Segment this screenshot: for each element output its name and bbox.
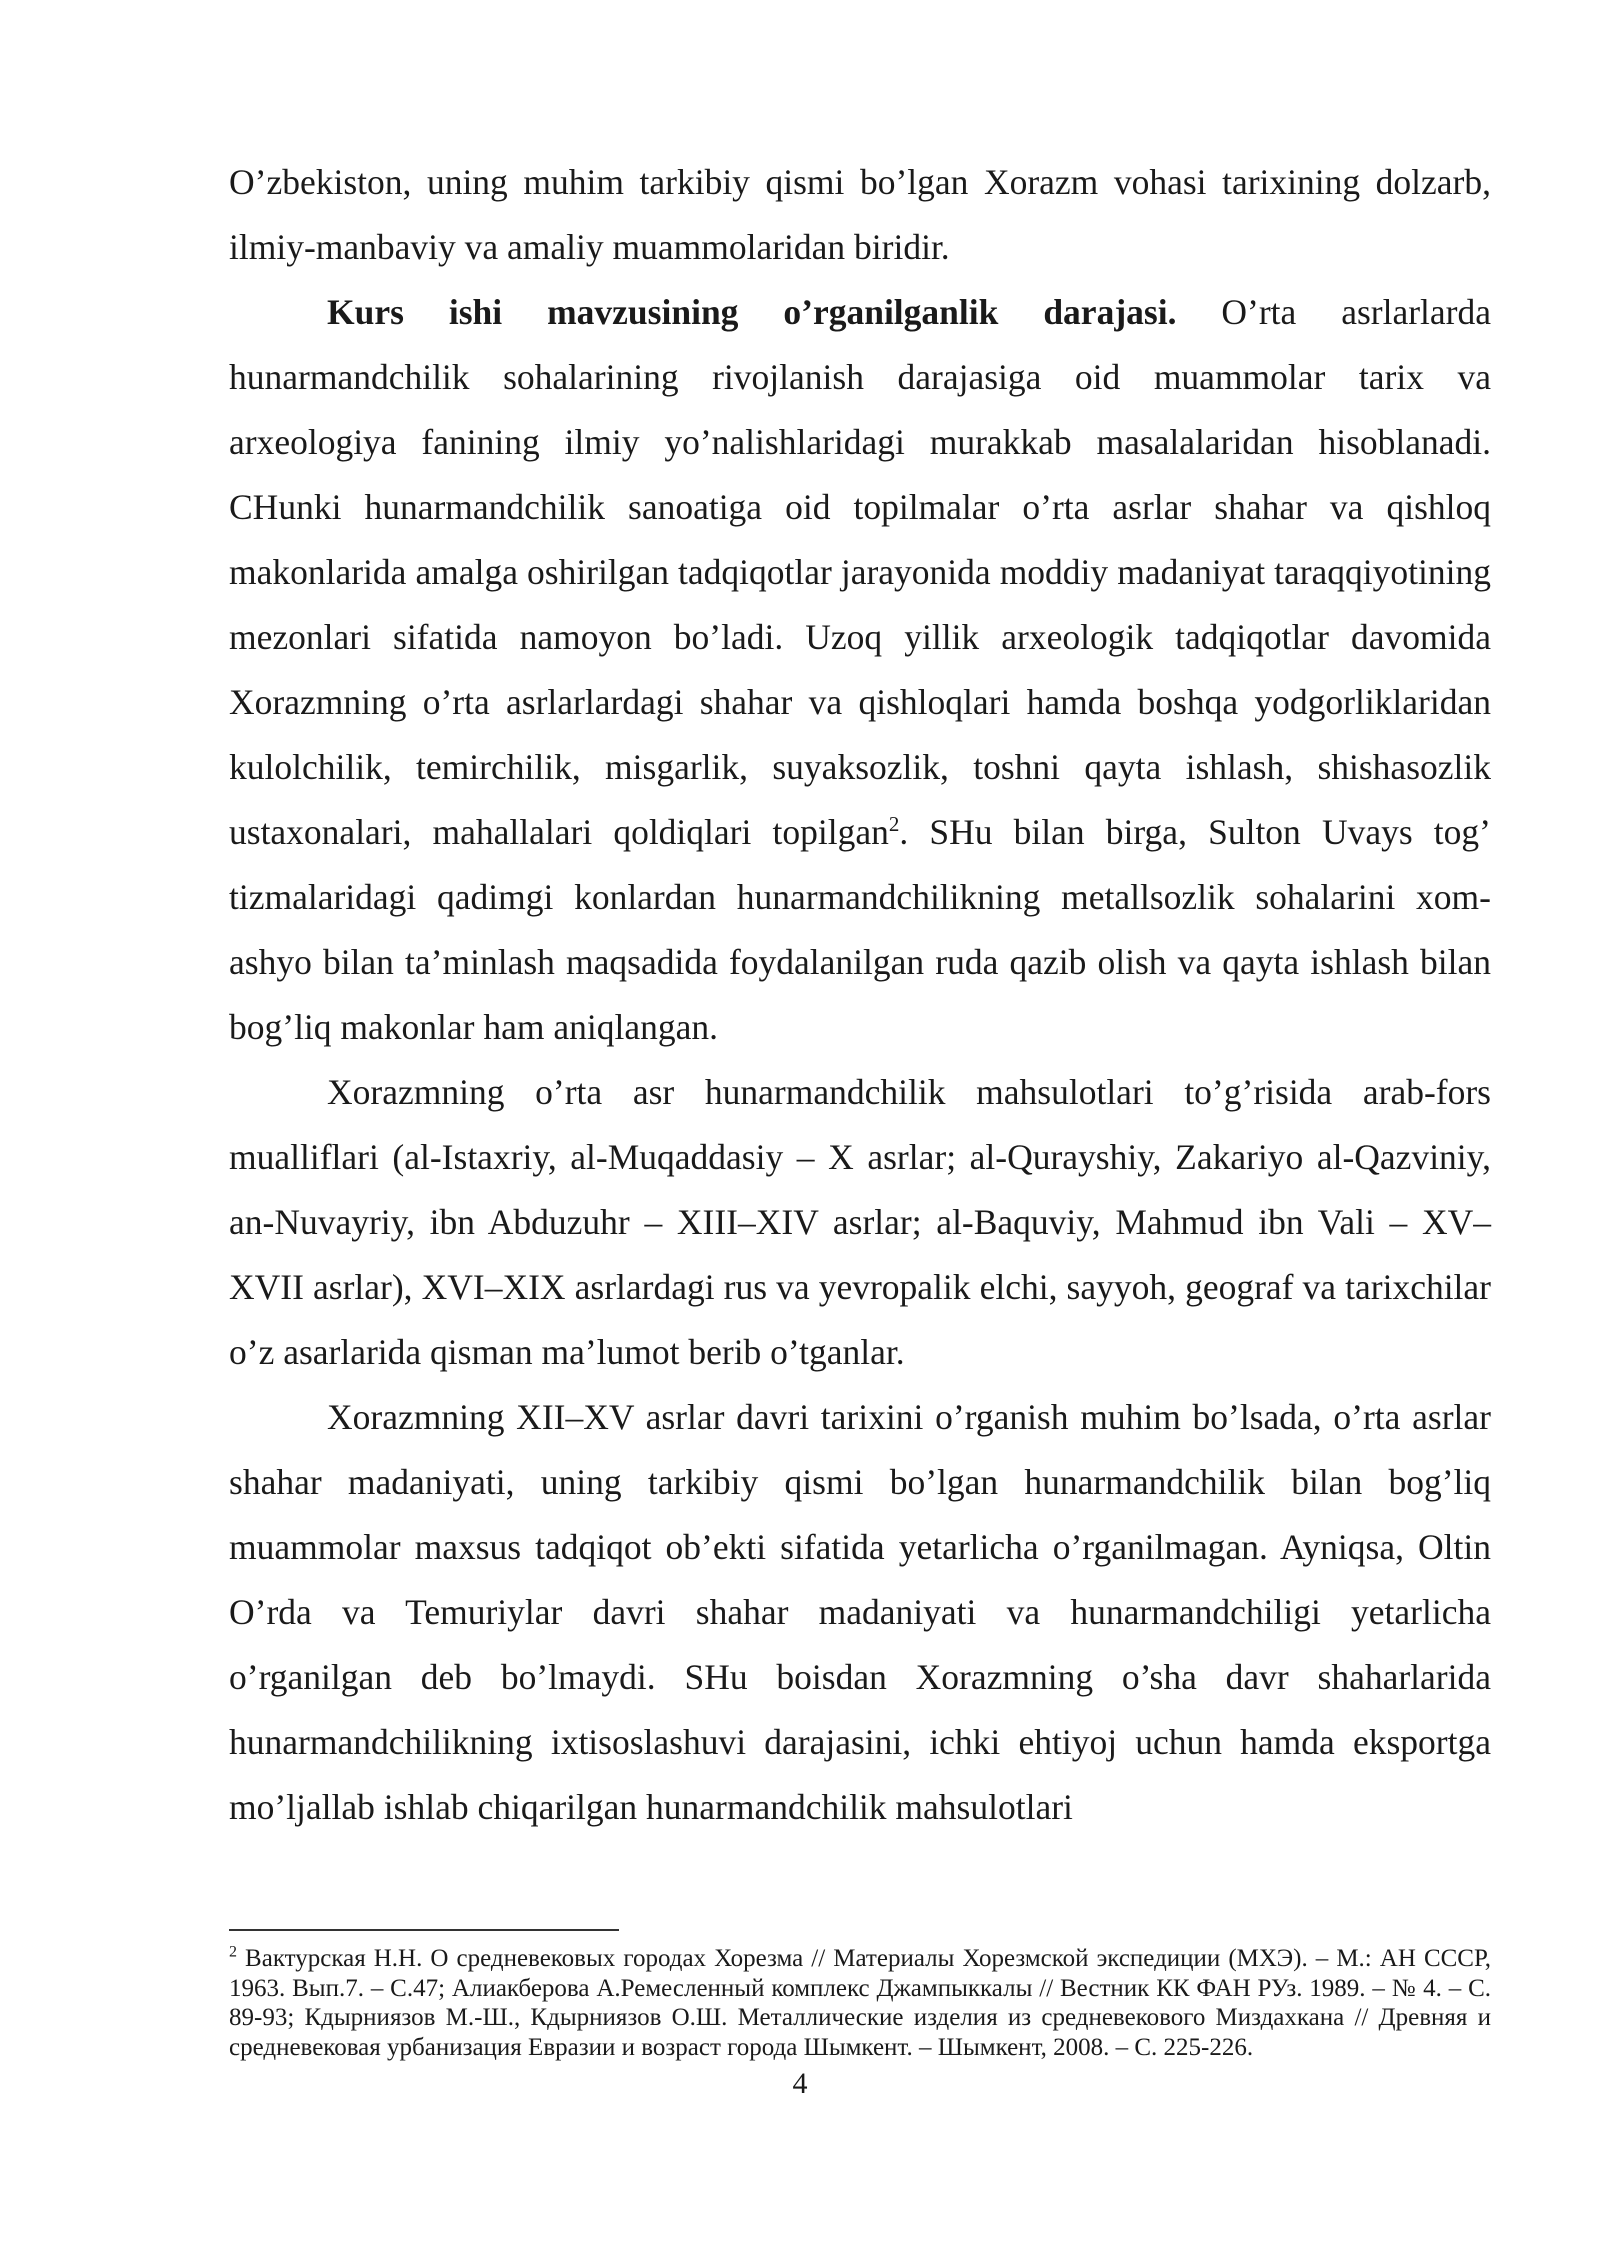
footnote-separator	[229, 1929, 619, 1931]
paragraph-study-gaps	[229, 1385, 1491, 1840]
footnote-text: Вактурская Н.Н. О средневековых городах Хорезма // Материалы Хорезмской экспедиции (МХЭ). – М.: АН СССР, 1963. Вып.7. – С.47; Алиакберова А.Ремесленный комплекс Джампыккалы // Вестник КК ФАН РУз. 1989. – № 4. – С. 89-93; Кдырниязов М.-Ш., Кдырниязов О.Ш. Металлические изделия из средневекового Миздахкана // Древняя и средневековая урбанизация Евразии и возраст города Шымкент. – Шымкент, 2008. – С. 225-226.	[229, 1945, 1491, 2061]
footnote-reference[interactable]: 2	[888, 812, 900, 837]
section-heading: Kurs ishi mavzusining o’rganilganlik darajasi.	[327, 292, 1177, 332]
paragraph-text: . SHu bilan birga, Sulton Uvays tog’ tizmalaridagi qadimgi konlardan hunarmandchilikning metallsozlik sohalarini xom-ashyo bilan ta’minlash maqsadida foydalanilgan ruda qazib olish va qayta ishlash bilan bog’liq makonlar ham aniqlangan.	[229, 812, 1491, 1047]
paragraph-text: Xorazmning o’rta asr hunarmandchilik mahsulotlari to’g’risida arab-fors mualliflari (al-Istaxriy, al-Muqaddasiy – X asrlar; al-Qurayshiy, Zakariyo al-Qazviniy, an-Nuvayriy, ibn Abduzuhr – XIII–XIV asrlar; al-Baquviy, Mahmud ibn Vali – XV–XVII asrlar), XVI–XIX asrlardagi rus va yevropalik elchi, sayyoh, geograf va tarixchilar o’z asarlarida qisman ma’lumot berib o’tganlar.	[229, 1072, 1491, 1372]
paragraph-intro-continuation	[229, 150, 1491, 280]
page-body	[229, 150, 1491, 1840]
paragraph-text: O’rta asrlarlarda hunarmandchilik sohalarining rivojlanish darajasiga oid muammolar tarix va arxeologiya fanining ilmiy yo’nalishlaridagi murakkab masalalaridan hisoblanadi. CHunki hunarmandchilik sanoatiga oid topilmalar o’rta asrlar shahar va qishloq makonlarida amalga oshirilgan tadqiqotlar jarayonida moddiy madaniyat taraqqiyotining mezonlari sifatida namoyon bo’ladi. Uzoq yillik arxeologik tadqiqotlar davomida Xorazmning o’rta asrlarlardagi shahar va qishloqlari hamda boshqa yodgorliklaridan kulolchilik, temirchilik, misgarlik, suyaksozlik, toshni qayta ishlash, shishasozlik ustaxonalari, mahallalari qoldiqlari topilgan	[229, 292, 1492, 852]
paragraph-text: O’zbekiston, uning muhim tarkibiy qismi bo’lgan Xorazm vohasi tarixining dolzarb, ilmiy-manbaviy va amaliy muammolaridan biridir.	[229, 162, 1491, 267]
page-number: 4	[792, 2067, 808, 2100]
footnote-number: 2	[229, 1943, 237, 1961]
footnote	[229, 1944, 1491, 2062]
paragraph-text: Xorazmning XII–XV asrlar davri tarixini o’rganish muhim bo’lsada, o’rta asrlar shahar madaniyati, uning tarkibiy qismi bo’lgan hunarmandchilik bilan bog’liq muammolar maxsus tadqiqot ob’ekti sifatida yetarlicha o’rganilmagan. Ayniqsa, Oltin O’rda va Temuriylar davri shahar madaniyati va hunarmandchiligi yetarlicha o’rganilgan deb bo’lmaydi. SHu boisdan Xorazmning o’sha davr shaharlarida hunarmandchilikning ixtisoslashuvi darajasini, ichki ehtiyoj uchun hamda eksportga mo’ljallab ishlab chiqarilgan hunarmandchilik mahsulotlari	[229, 1397, 1491, 1827]
paragraph-research-level	[229, 280, 1491, 1060]
paragraph-sources	[229, 1060, 1491, 1385]
